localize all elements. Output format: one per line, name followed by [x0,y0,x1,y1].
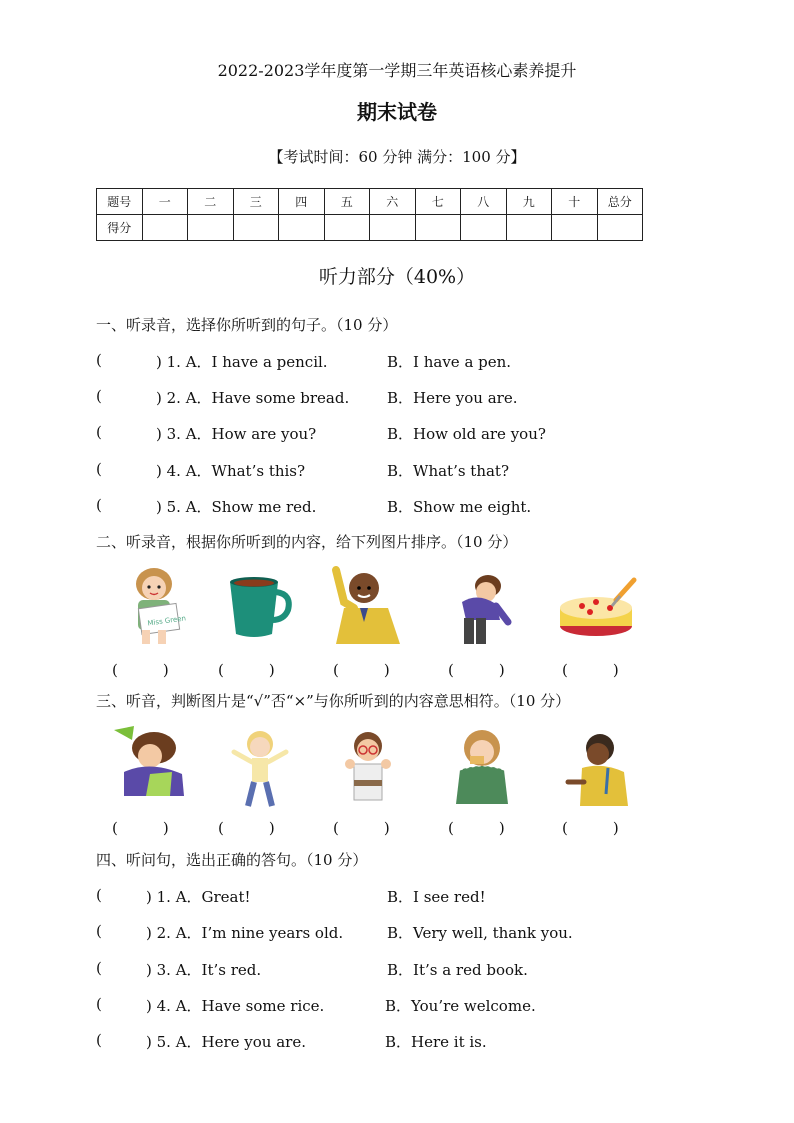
answer-blank[interactable]: ( ) [562,661,619,679]
card-text: Miss Green [146,614,187,628]
score-label-cell: 得分 [97,215,143,241]
answer-blank[interactable]: ( ) [562,819,619,837]
score-input-cell[interactable] [279,215,325,241]
answer-paren[interactable]: ( [96,387,102,405]
score-input-cell[interactable] [324,215,370,241]
part1-heading: 一、听录音，选择你所听到的句子。（10 分） [96,316,398,334]
question-option-a: ) 5. A．Here you are. [146,1033,306,1051]
question-option-a: ) 3. A．It’s red. [146,961,262,979]
answer-paren[interactable]: ( [96,423,102,441]
section-title: 听力部分（40%） [318,266,476,288]
score-cell: 九 [506,189,552,215]
part4-heading: 四、听问句，选出正确的答句。（10 分） [96,851,368,869]
boy-pointing-icon [558,724,644,810]
answer-blank[interactable]: ( ) [448,661,505,679]
answer-paren[interactable]: ( [96,496,102,514]
cake-icon [556,562,642,648]
exam-title: 2022-2023学年度第一学期三年英语核心素养提升 [217,61,577,80]
answer-paren[interactable]: ( [96,351,102,369]
green-cup-icon [214,562,300,648]
score-cell: 总分 [597,189,643,215]
part2-pictures [96,562,656,648]
score-input-cell[interactable] [597,215,643,241]
score-cell: 六 [370,189,416,215]
score-cell: 二 [188,189,234,215]
question-option-b: B．It’s a red book. [387,961,528,979]
exam-subtitle: 期末试卷 [357,100,437,124]
answer-paren[interactable]: ( [96,959,102,977]
score-input-cell[interactable] [142,215,188,241]
score-table-score-row [97,215,643,241]
score-input-cell[interactable] [506,215,552,241]
score-cell: 七 [415,189,461,215]
question-option-b: B．Show me eight. [387,498,532,516]
answer-paren[interactable]: ( [96,922,102,940]
score-input-cell[interactable] [461,215,507,241]
score-cell: 五 [324,189,370,215]
answer-paren[interactable]: ( [96,886,102,904]
answer-paren[interactable]: ( [96,995,102,1013]
score-input-cell[interactable] [552,215,598,241]
question-option-a: ) 4. A．What’s this? [156,462,306,480]
question-option-b: B．Very well, thank you. [387,924,573,942]
score-input-cell[interactable] [415,215,461,241]
answer-paren[interactable]: ( [96,1031,102,1049]
blond-boy-icon [220,724,306,810]
part3-pictures [96,724,656,810]
question-option-a: ) 1. A．I have a pencil. [156,353,328,371]
boy-waving-icon [326,562,412,648]
question-option-a: ) 4. A．Have some rice. [146,997,325,1015]
answer-blank[interactable]: ( ) [112,819,169,837]
score-cell: 八 [461,189,507,215]
boy-with-green-paper-icon [110,724,196,810]
exam-info: 【考试时间：60 分钟 满分：100 分】 [268,148,526,166]
question-option-a: ) 2. A．I’m nine years old. [146,924,344,942]
question-option-a: ) 5. A．Show me red. [156,498,317,516]
question-option-a: ) 2. A．Have some bread. [156,389,350,407]
question-option-b: B．I see red! [387,888,486,906]
answer-blank[interactable]: ( ) [218,819,275,837]
question-option-a: ) 1. A．Great! [146,888,251,906]
question-option-a: ) 3. A．How are you? [156,425,317,443]
part3-heading: 三、听音，判断图片是“√”否“×”与你所听到的内容意思相符。（10 分） [96,692,571,710]
score-table-header-row [97,189,643,215]
question-option-b: B．How old are you? [387,425,546,443]
score-cell: 十 [552,189,598,215]
part2-heading: 二、听录音，根据你所听到的内容，给下列图片排序。（10 分） [96,533,518,551]
girl-holding-card-icon [114,562,200,648]
score-input-cell[interactable] [188,215,234,241]
score-input-cell[interactable] [233,215,279,241]
boy-with-glasses-icon [328,724,414,810]
answer-blank[interactable]: ( ) [448,819,505,837]
boy-bending-icon [442,562,528,648]
answer-paren[interactable]: ( [96,460,102,478]
score-cell: 四 [279,189,325,215]
answer-blank[interactable]: ( ) [112,661,169,679]
question-option-b: B．Here it is. [385,1033,487,1051]
answer-blank[interactable]: ( ) [333,661,390,679]
question-option-b: B．Here you are. [387,389,518,407]
answer-blank[interactable]: ( ) [218,661,275,679]
question-option-b: B．I have a pen. [387,353,512,371]
score-table [96,188,643,241]
answer-blank[interactable]: ( ) [333,819,390,837]
question-option-b: B．You’re welcome. [385,997,536,1015]
girl-eating-icon [442,724,528,810]
question-option-b: B．What’s that? [387,462,510,480]
score-cell: 三 [233,189,279,215]
score-cell: 题号 [97,189,143,215]
score-cell: 一 [142,189,188,215]
score-input-cell[interactable] [370,215,416,241]
